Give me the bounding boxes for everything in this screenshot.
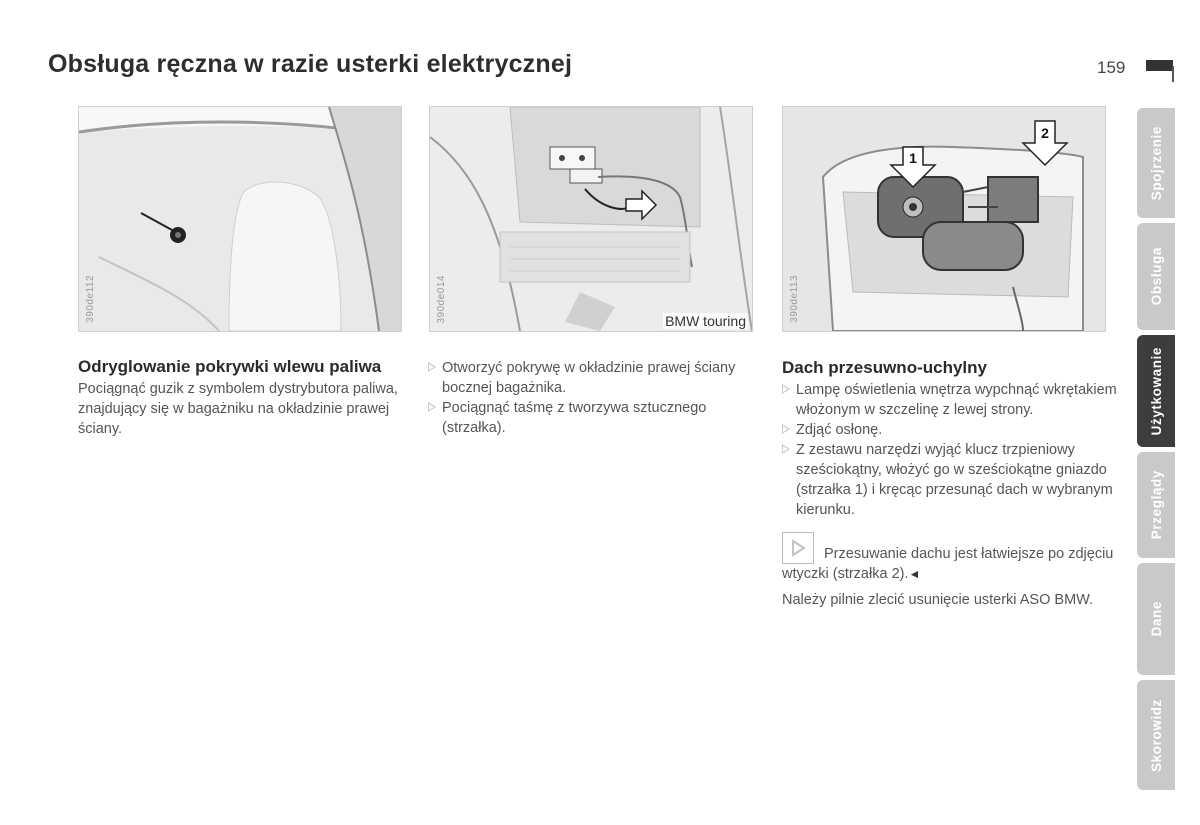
fuel-heading: Odryglowanie pokrywki wlewu paliwa bbox=[78, 357, 382, 376]
fuel-body: Pociągnąć guzik z symbolem dystrybutora paliwa, znajdujący się w bagażniku na okładzinie prawej ściany. bbox=[78, 381, 398, 437]
callout-2: 2 bbox=[1041, 125, 1049, 141]
tab-dane[interactable] bbox=[1137, 563, 1175, 675]
tab-skorowidz[interactable] bbox=[1137, 680, 1175, 790]
photo-fuel-release bbox=[78, 106, 402, 332]
tab-label: Dane bbox=[1148, 601, 1164, 637]
section-touring bbox=[428, 358, 738, 438]
section-sunroof bbox=[782, 358, 1122, 610]
photo-caption: BMW touring bbox=[665, 313, 746, 329]
photo-sunroof-motor bbox=[782, 106, 1106, 332]
roof-final: Należy pilnie zlecić usunięcie usterki ASO BMW. bbox=[782, 592, 1094, 608]
end-mark-icon: ◄ bbox=[908, 567, 921, 581]
touring-trunk-illustration bbox=[430, 107, 752, 331]
bullet-arrow-icon bbox=[782, 424, 790, 434]
page-marker-rule bbox=[1172, 66, 1174, 82]
roof-step-text: Lampę oświetlenia wnętrza wypchnąć wkrętakiem włożonym w szczelinę z lewej strony. bbox=[796, 382, 1117, 418]
roof-step bbox=[782, 380, 1122, 420]
roof-step-text: Z zestawu narzędzi wyjąć klucz trzpieniowy sześciokątny, włożyć go w sześciokątne gniazdo (strzałka 1) i kręcąc przesunąć dach w wybranym kierunku. bbox=[796, 442, 1113, 518]
roof-note bbox=[782, 532, 1122, 584]
callout-1: 1 bbox=[909, 150, 917, 166]
page-marker bbox=[1146, 60, 1173, 71]
touring-step-text: Pociągnąć taśmę z tworzywa sztucznego (strzałka). bbox=[442, 400, 707, 436]
bullet-arrow-icon bbox=[782, 384, 790, 394]
tab-uzytkowanie[interactable] bbox=[1137, 335, 1175, 447]
tab-spojrzenie[interactable] bbox=[1137, 108, 1175, 218]
tab-label: Spojrzenie bbox=[1148, 125, 1164, 201]
roof-note-text: Przesuwanie dachu jest łatwiejsze po zdjęciu wtyczki (strzałka 2). bbox=[782, 546, 1114, 582]
bullet-arrow-icon bbox=[782, 444, 790, 454]
fuel-release-illustration bbox=[79, 107, 401, 331]
tab-label: Przeglądy bbox=[1148, 470, 1164, 540]
roof-step bbox=[782, 420, 1122, 440]
photo-code: 390de113 bbox=[789, 275, 800, 323]
tab-przeglady[interactable] bbox=[1137, 452, 1175, 558]
touring-step bbox=[428, 398, 738, 438]
tab-label: Skorowidz bbox=[1148, 698, 1164, 772]
page-number: 159 bbox=[1097, 58, 1126, 77]
section-fuel-flap bbox=[78, 357, 413, 439]
tab-obsluga[interactable] bbox=[1137, 223, 1175, 330]
bullet-arrow-icon bbox=[428, 402, 436, 412]
roof-step bbox=[782, 440, 1122, 520]
page-title: Obsługa ręczna w razie usterki elektrycznej bbox=[48, 50, 573, 78]
tab-label: Użytkowanie bbox=[1148, 346, 1164, 436]
bullet-arrow-icon bbox=[428, 362, 436, 372]
roof-heading: Dach przesuwno-uchylny bbox=[782, 358, 987, 377]
photo-code: 390de014 bbox=[436, 274, 447, 323]
roof-step-text: Zdjąć osłonę. bbox=[796, 422, 883, 438]
note-triangle-icon bbox=[782, 532, 814, 564]
tab-label: Obsługa bbox=[1148, 247, 1164, 306]
sunroof-motor-illustration bbox=[783, 107, 1105, 331]
touring-step bbox=[428, 358, 738, 398]
touring-step-text: Otworzyć pokrywę w okładzinie prawej ściany bocznej bagażnika. bbox=[442, 360, 736, 396]
photo-touring-trunk bbox=[429, 106, 753, 332]
photo-code: 390de112 bbox=[85, 275, 96, 323]
